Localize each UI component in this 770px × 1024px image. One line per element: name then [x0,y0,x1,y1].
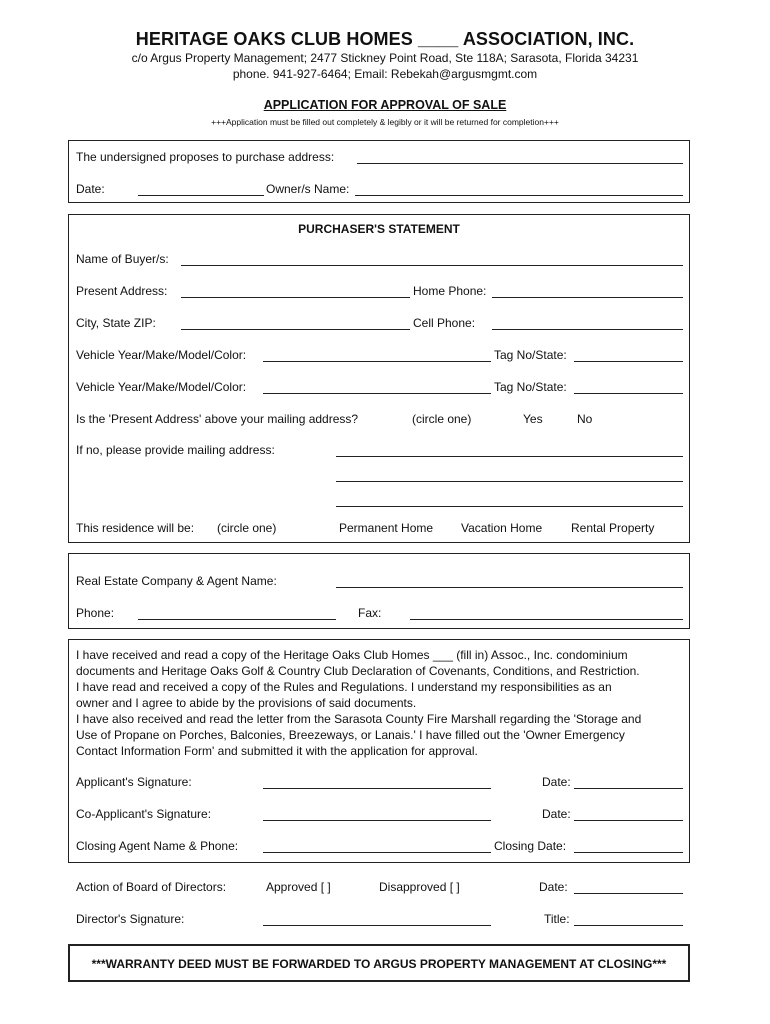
buyers-name-label: Name of Buyer/s: [76,252,169,266]
coapplicant-date-label: Date: [542,807,571,821]
closing-agent-field[interactable] [263,852,491,853]
agent-fax-field[interactable] [410,619,683,620]
board-date-field[interactable] [574,893,683,894]
purchaser-heading: PURCHASER'S STATEMENT [298,222,460,236]
mailing-question: Is the 'Present Address' above your mailing address? [76,412,359,426]
home-phone-label: Home Phone: [413,284,487,298]
director-signature-label: Director's Signature: [76,912,185,926]
city-state-zip-label: City, State ZIP: [76,316,156,330]
vacation-home-option[interactable]: Vacation Home [461,521,543,535]
cell-phone-field[interactable] [492,329,683,330]
agent-company-field[interactable] [336,587,683,588]
closing-agent-label: Closing Agent Name & Phone: [76,839,239,853]
mailing-address-prompt: If no, please provide mailing address: [76,443,275,457]
board-date-label: Date: [539,880,568,894]
applicant-signature-field[interactable] [263,788,491,789]
applicant-date-label: Date: [542,775,571,789]
residence-circle-one: (circle one) [217,521,277,535]
mailing-address-line-1[interactable] [336,456,683,457]
vehicle2-field[interactable] [263,393,491,394]
applicant-signature-label: Applicant's Signature: [76,775,192,789]
buyers-name-field[interactable] [181,265,683,266]
permanent-home-option[interactable]: Permanent Home [339,521,434,535]
residence-label: This residence will be: [76,521,195,535]
agent-phone-label: Phone: [76,606,115,620]
director-title-field[interactable] [574,925,683,926]
acknowledgment-text [76,647,676,759]
owner-name-label: Owner/s Name: [266,182,350,196]
vehicle2-label: Vehicle Year/Make/Model/Color: [76,380,247,394]
acknowledgment-line: I have read and received a copy of the Rules and Regulations. I understand my responsibilities as an [76,680,612,694]
purchase-address-label: The undersigned proposes to purchase address: [76,150,335,164]
coapplicant-date-field[interactable] [574,820,683,821]
agent-fax-label: Fax: [358,606,382,620]
coapplicant-signature-label: Co-Applicant's Signature: [76,807,212,821]
board-action-label: Action of Board of Directors: [76,880,227,894]
present-address-label: Present Address: [76,284,168,298]
approved-checkbox[interactable]: Approved [ ] [266,880,331,894]
closing-date-field[interactable] [574,852,683,853]
acknowledgment-line: Contact Information Form' and submitted it with the application for approval. [76,744,478,758]
director-signature-field[interactable] [263,925,491,926]
acknowledgment-line: I have also received and read the letter from the Sarasota County Fire Marshall regarding the 'Storage and [76,712,642,726]
closing-date-label: Closing Date: [494,839,567,853]
purchase-address-field[interactable] [357,163,683,164]
rental-property-option[interactable]: Rental Property [571,521,655,535]
vehicle1-field[interactable] [263,361,491,362]
mailing-circle-one: (circle one) [412,412,472,426]
mailing-yes-option[interactable]: Yes [523,412,543,426]
form-instruction: +++Application must be filled out completely & legibly or it will be returned for completion+++ [211,117,559,127]
management-address: c/o Argus Property Management; 2477 Stickney Point Road, Ste 118A; Sarasota, Florida 34231 [131,51,639,65]
home-phone-field[interactable] [492,297,683,298]
tag1-field[interactable] [574,361,683,362]
city-state-zip-field[interactable] [181,329,410,330]
cell-phone-label: Cell Phone: [413,316,476,330]
management-contact: phone. 941-927-6464; Email: Rebekah@argusmgmt.com [232,67,538,81]
tag1-label: Tag No/State: [494,348,567,362]
director-title-label: Title: [544,912,570,926]
warranty-deed-warning: ***WARRANTY DEED MUST BE FORWARDED TO ARGUS PROPERTY MANAGEMENT AT CLOSING*** [68,944,690,982]
present-address-field[interactable] [181,297,410,298]
mailing-address-line-3[interactable] [336,506,683,507]
mailing-no-option[interactable]: No [577,412,593,426]
tag2-label: Tag No/State: [494,380,567,394]
acknowledgment-line: I have received and read a copy of the Heritage Oaks Club Homes ___ (fill in) Assoc., Inc. condominium [76,648,628,662]
agent-phone-field[interactable] [138,619,336,620]
sale-date-label: Date: [76,182,105,196]
acknowledgment-line: owner and I agree to abide by the provisions of said documents. [76,696,417,710]
owner-name-field[interactable] [355,195,683,196]
tag2-field[interactable] [574,393,683,394]
disapproved-checkbox[interactable]: Disapproved [ ] [379,880,460,894]
acknowledgment-line: Use of Propane on Porches, Balconies, Breezeways, or Lanais.' I have filled out the 'Owner Emergency [76,728,625,742]
acknowledgment-line: documents and Heritage Oaks Golf & Country Club Declaration of Covenants, Conditions, and Restriction. [76,664,640,678]
applicant-date-field[interactable] [574,788,683,789]
sale-date-field[interactable] [138,195,264,196]
agent-company-label: Real Estate Company & Agent Name: [76,574,277,588]
vehicle1-label: Vehicle Year/Make/Model/Color: [76,348,247,362]
coapplicant-signature-field[interactable] [263,820,491,821]
association-title: HERITAGE OAKS CLUB HOMES ____ ASSOCIATION, INC. [135,29,635,49]
form-title: APPLICATION FOR APPROVAL OF SALE [263,98,507,112]
mailing-address-line-2[interactable] [336,481,683,482]
